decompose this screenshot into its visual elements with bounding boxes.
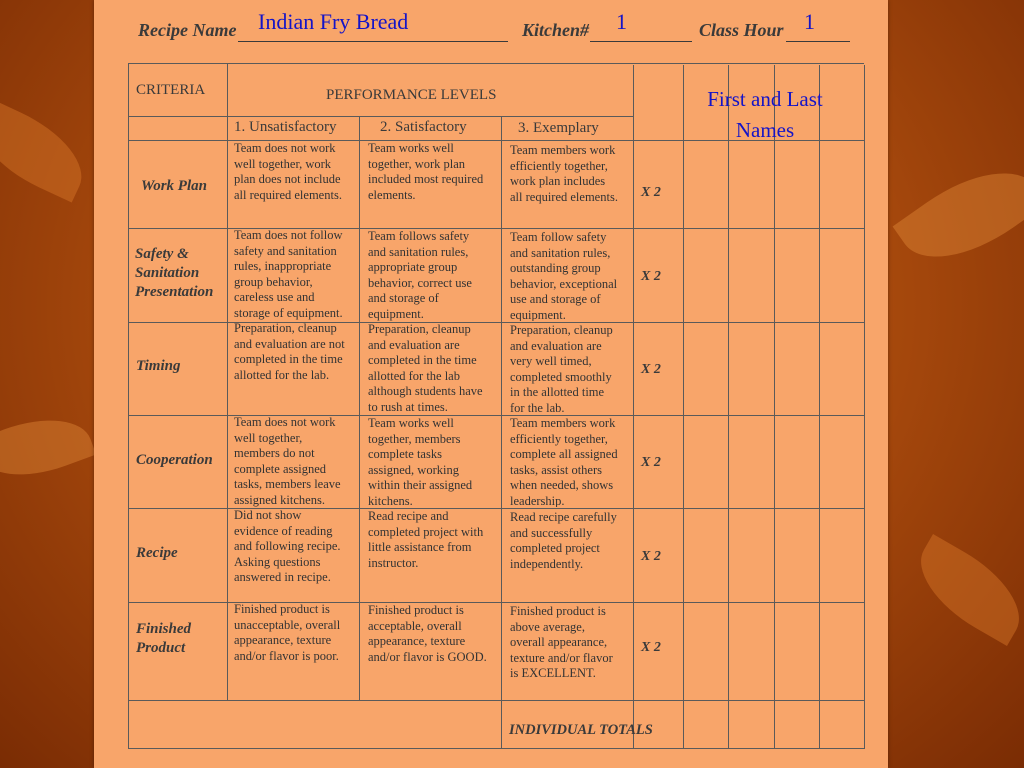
level-exemplary: 3. Exemplary: [518, 120, 599, 136]
table-border: [128, 63, 129, 749]
criterion-finished-product: Finished Product: [136, 621, 192, 656]
table-cell: Finished product is above average, overall appearance, texture and/or flavor is EXCELLENT.: [510, 604, 613, 680]
table-cell: Team does not work well together, members do not complete assigned tasks, members leave assigned kitchens.: [234, 415, 341, 507]
kitchen-value: 1: [616, 9, 627, 34]
table-divider: [774, 65, 775, 749]
criterion-work-plan: Work Plan: [141, 178, 207, 194]
table-cell: Finished product is acceptable, overall appearance, texture and/or flavor is GOOD.: [368, 603, 487, 664]
table-divider: [683, 65, 684, 749]
individual-totals-label: INDIVIDUAL TOTALS: [509, 722, 653, 738]
criterion-timing: Timing: [136, 358, 181, 374]
criterion-safety-sanitation: Safety & Sanitation Presentation: [135, 246, 214, 300]
table-cell: Preparation, cleanup and evaluation are completed in the time allotted for the lab although students have to rush at times.: [368, 322, 483, 414]
table-cell: Preparation, cleanup and evaluation are very well timed, completed smoothly in the allotted time for the lab.: [510, 323, 613, 414]
table-divider: [819, 65, 820, 749]
class-hour-label: Class Hour: [699, 20, 784, 40]
background-leaf: [0, 403, 96, 492]
background-leaf: [903, 534, 1024, 646]
table-cell: Team follows safety and sanitation rules, appropriate group behavior, correct use and storage of equipment.: [368, 229, 472, 321]
table-border: [128, 748, 864, 749]
recipe-name-value: Indian Fry Bread: [258, 9, 409, 34]
multiplier: X 2: [641, 455, 661, 470]
names-note: First and Last Names: [707, 87, 823, 142]
table-cell: Read recipe and completed project with little assistance from instructor.: [368, 509, 484, 570]
table-border: [864, 65, 865, 749]
table-divider: [359, 116, 360, 701]
table-divider: [128, 700, 864, 701]
table-cell: Team members work efficiently together, work plan includes all required elements.: [510, 143, 618, 204]
table-border: [128, 63, 864, 64]
criterion-cooperation: Cooperation: [136, 452, 213, 468]
multiplier: X 2: [641, 640, 661, 655]
multiplier: X 2: [641, 269, 661, 284]
recipe-name-label: Recipe Name: [138, 20, 237, 40]
table-divider: [501, 116, 502, 749]
level-satisfactory: 2. Satisfactory: [380, 119, 467, 135]
performance-levels-header: PERFORMANCE LEVELS: [326, 87, 497, 103]
kitchen-label: Kitchen#: [522, 20, 590, 40]
table-cell: Team does not work well together, work plan does not include all required elements.: [234, 141, 342, 202]
table-cell: Team members work efficiently together, complete all assigned tasks, assist others when needed, shows leadership.: [510, 416, 618, 507]
rubric-sheet: [94, 0, 888, 768]
table-cell: Preparation, cleanup and evaluation are not completed in the time allotted for the lab.: [234, 321, 345, 382]
table-divider: [633, 65, 634, 749]
class-hour-value: 1: [804, 9, 815, 34]
multiplier: X 2: [641, 362, 661, 377]
table-cell: Did not show evidence of reading and following recipe. Asking questions answered in recipe.: [234, 508, 341, 584]
background-leaf: [0, 97, 97, 202]
table-cell: Finished product is unacceptable, overall appearance, texture and/or flavor is poor.: [234, 602, 341, 663]
criterion-recipe: Recipe: [136, 545, 178, 561]
level-unsatisfactory: 1. Unsatisfactory: [234, 119, 337, 135]
table-cell: Team works well together, work plan included most required elements.: [368, 141, 484, 202]
multiplier: X 2: [641, 549, 661, 564]
table-cell: Team works well together, members complete tasks assigned, working within their assigned kitchens.: [368, 416, 473, 507]
table-cell: Team does not follow safety and sanitation rules, inappropriate group behavior, careless use and storage of equipment.: [234, 228, 343, 320]
kitchen-line: [590, 41, 692, 42]
recipe-name-line: [238, 41, 508, 42]
multiplier: X 2: [641, 185, 661, 200]
table-divider: [728, 65, 729, 749]
table-cell: Read recipe carefully and successfully completed project independently.: [510, 510, 617, 571]
table-divider: [227, 63, 228, 701]
table-divider: [128, 116, 633, 117]
class-hour-line: [786, 41, 850, 42]
criteria-header: CRITERIA: [136, 82, 206, 98]
table-cell: Team follow safety and sanitation rules, outstanding group behavior, exceptional use and storage of equipment.: [510, 230, 618, 321]
background-leaf: [893, 146, 1024, 284]
